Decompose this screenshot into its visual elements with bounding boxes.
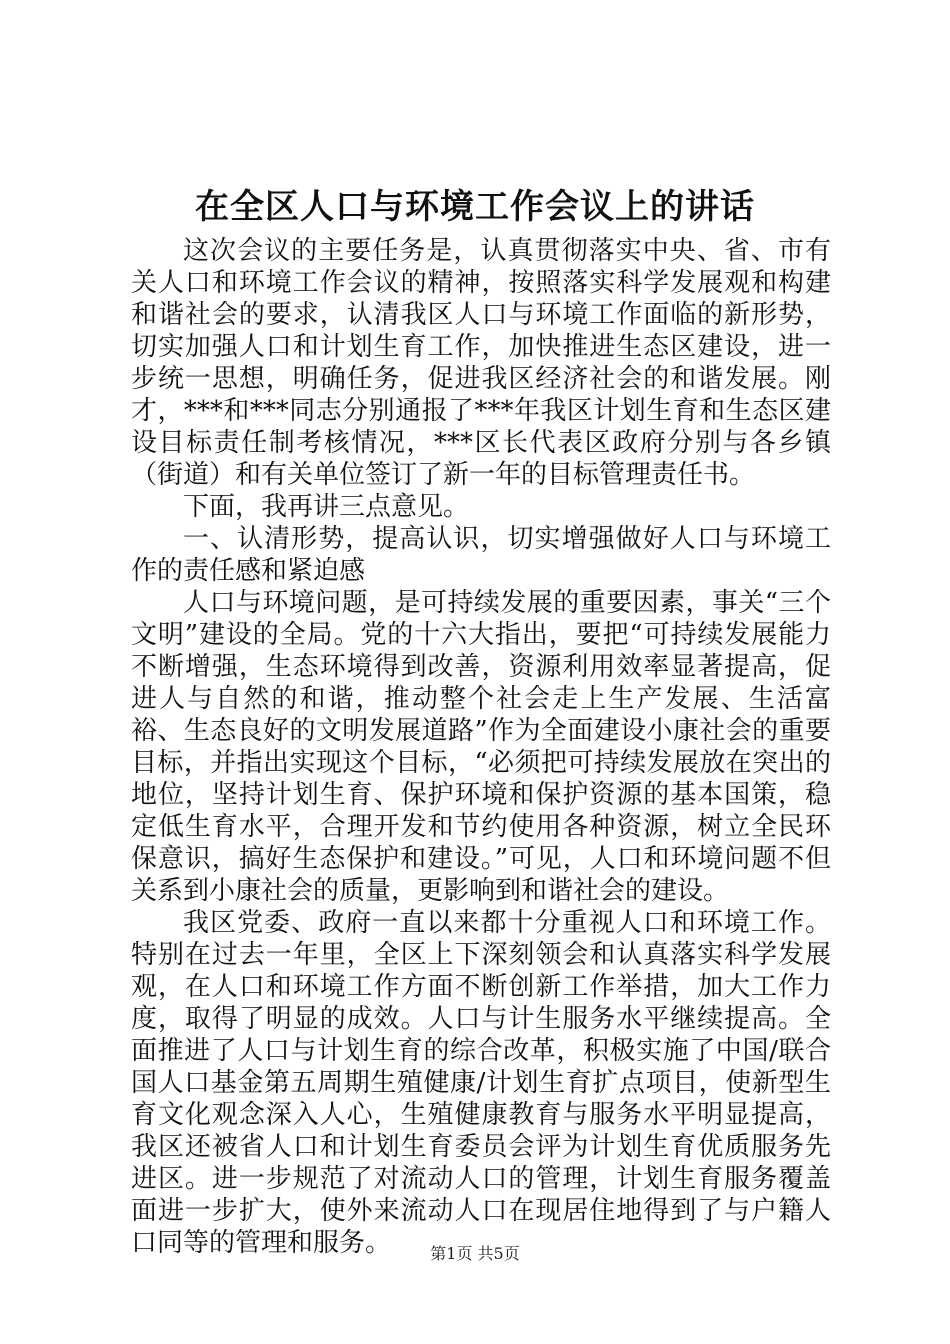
section-heading-1: 一、认清形势，提高认识，切实增强做好人口与环境工作的责任感和紧迫感 (131, 524, 831, 586)
paragraph-intro: 这次会议的主要任务是，认真贯彻落实中央、省、市有关人口和环境工作会议的精神，按照落实科学发展观和构建和谐社会的要求，认清我区人口与环境工作面临的新形势，切实加强人口和计划生育工作，加快推进生态区建设，进一步统一思想，明确任务，促进我区经济社会的和谐发展。刚才，***和***同志分别通报了***年我区计划生育和生态区建设目标责任制考核情况，***区长代表区政府分别与各乡镇（街道）和有关单位签订了新一年的目标管理责任书。 (131, 236, 831, 490)
paragraph-opinions: 下面，我再讲三点意见。 (183, 492, 470, 522)
document-body (131, 235, 831, 1259)
paragraph-achievements: 我区党委、政府一直以来都十分重视人口和环境工作。特别在过去一年里，全区上下深刻领会和认真落实科学发展观，在人口和环境工作方面不断创新工作举措，加大工作力度，取得了明显的成效。人口与计生服务水平继续提高。全面推进了人口与计划生育的综合改革，积极实施了中国/联合国人口基金第五周期生殖健康/计划生育扩点项目，使新型生育文化观念深入人心，生殖健康教育与服务水平明显提高，我区还被省人口和计划生育委员会评为计划生育优质服务先进区。进一步规范了对流动人口的管理，计划生育服务覆盖面进一步扩大，使外来流动人口在现居住地得到了与户籍人口同等的管理和服务。 (131, 908, 831, 1258)
paragraph-sustainability: 人口与环境问题，是可持续发展的重要因素，事关“三个文明”建设的全局。党的十六大指出，要把“可持续发展能力不断增强，生态环境得到改善，资源利用效率显著提高，促进人与自然的和谐，推动整个社会走上生产发展、生活富裕、生态良好的文明发展道路”作为全面建设小康社会的重要目标，并指出实现这个目标，“必须把可持续发展放在突出的地位，坚持计划生育、保护环境和保护资源的基本国策，稳定低生育水平，合理开发和节约使用各种资源，树立全民环保意识，搞好生态保护和建设。”可见，人口和环境问题不但关系到小康社会的质量，更影响到和谐社会的建设。 (131, 588, 831, 906)
page-footer: 第1页 共5页 (430, 1244, 520, 1263)
document-title: 在全区人口与环境工作会议上的讲话 (195, 187, 755, 227)
